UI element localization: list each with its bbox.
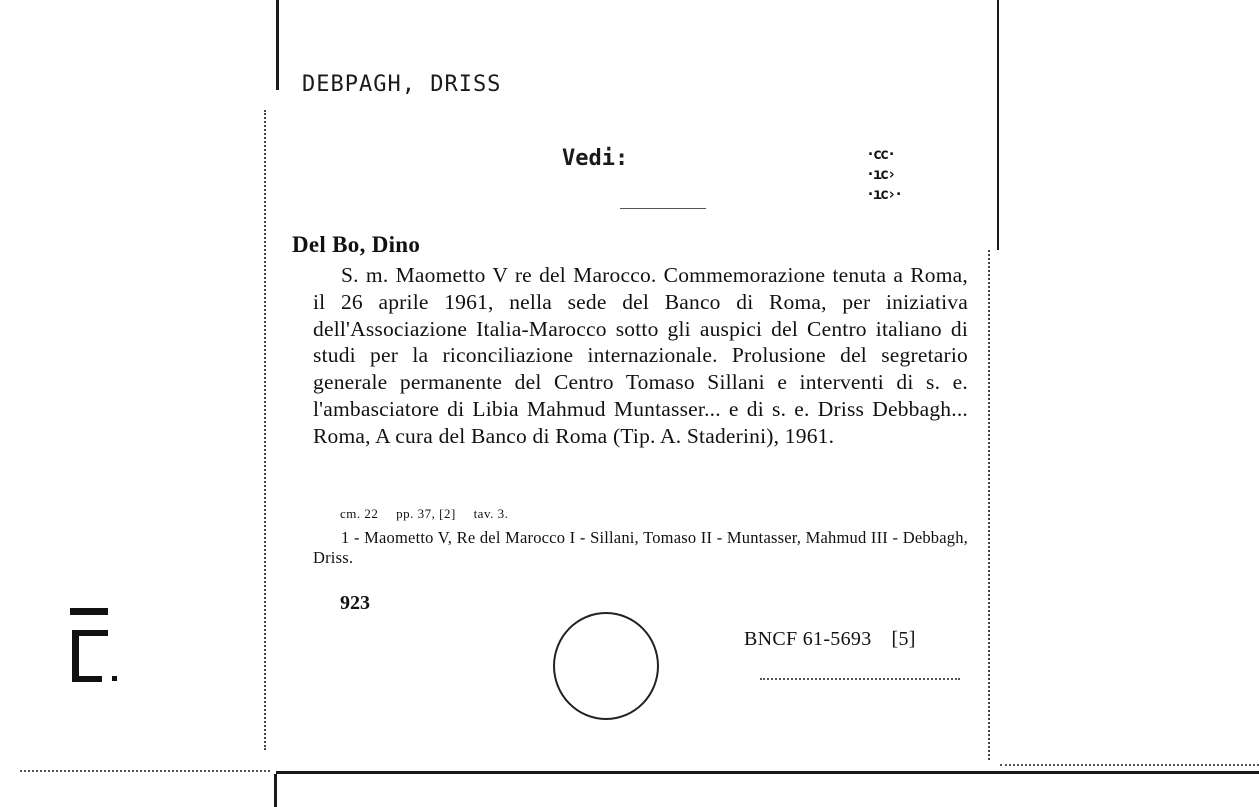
- see-also-mark: ·ıc›: [866, 165, 895, 183]
- collation-size: cm. 22: [340, 506, 379, 521]
- scan-edge-right: [1000, 764, 1259, 766]
- card-left-border-dotted: [264, 110, 266, 750]
- bottom-dotted-line: [760, 678, 960, 680]
- card-right-border: [997, 0, 999, 250]
- library-control-number: [744, 628, 916, 651]
- see-also-mark: ·cc·: [866, 145, 895, 163]
- scan-edge-left: [20, 770, 270, 772]
- see-also-underline: [620, 208, 706, 209]
- collation-plates: tav. 3.: [473, 506, 509, 521]
- library-number: BNCF 61-5693: [744, 628, 872, 650]
- bibliographic-description: S. m. Maometto V re del Marocco. Commemorazione tenuta a Roma, il 26 aprile 1961, nella sede del Banco di Roma, per iniziativa dell'Associazione Italia-Marocco sotto gli auspici del Centro italiano di studi per la riconciliazione internazionale. Prolusione del segretario generale permanente del Centro Tomaso Sillani e interventi di s. e. l'ambasciatore di Libia Mahmud Muntasser... e di s. e. Driss Debbagh... Roma, A cura del Banco di Roma (Tip. A. Staderini), 1961.: [313, 263, 968, 448]
- bracket-number: [5]: [891, 628, 916, 650]
- subject-tracings: 1 - Maometto V, Re del Marocco I - Sillani, Tomaso II - Muntasser, Mahmud III - Debbagh, Driss.: [313, 528, 968, 567]
- card-punch-hole: [553, 612, 659, 720]
- see-also-mark: ·ıc›·: [866, 185, 902, 203]
- card-bottom-left-tick: [274, 774, 277, 807]
- card-heading: DEBPAGH, DRISS: [302, 72, 502, 97]
- collation-pages: pp. 37, [2]: [396, 506, 456, 521]
- author-heading: Del Bo, Dino: [292, 232, 421, 257]
- collation-line: [340, 506, 522, 522]
- card-bottom-border: [276, 771, 1259, 774]
- card-left-border: [276, 0, 279, 90]
- stamp-mark-icon: [68, 606, 118, 686]
- see-also-marks: [866, 144, 916, 204]
- card-right-border-dotted: [988, 250, 990, 760]
- see-also-label: Vedi:: [562, 146, 629, 171]
- card-number: 923: [340, 592, 370, 614]
